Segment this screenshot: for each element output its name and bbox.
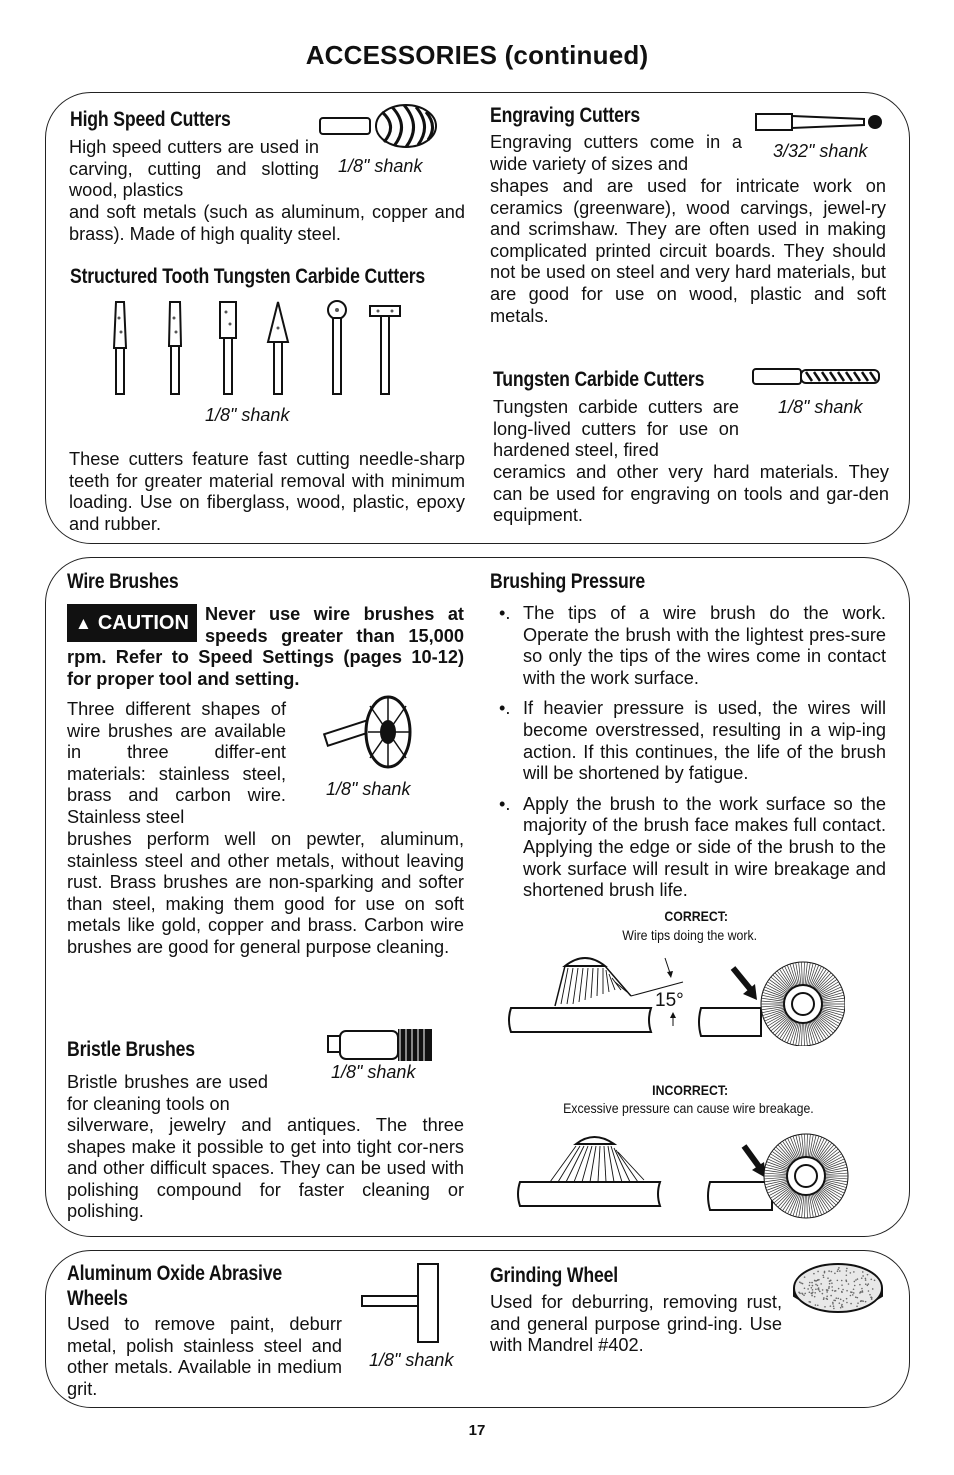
incorrect-title: INCORRECT: xyxy=(652,1082,729,1098)
tungsten-heading: Tungsten Carbide Cutters xyxy=(493,368,705,391)
structured-tooth-text: These cutters feature fast cutting needle-sharp teeth for greater material removal with minimum loading. Use on fiberglass, wood, plastic, epoxy and rubber. xyxy=(69,449,465,534)
aluminum-oxide-text: Used to remove paint, deburr metal, polish stainless steel and other metals. Available in medium grit. xyxy=(67,1314,342,1399)
grinding-wheel-heading: Grinding Wheel xyxy=(490,1264,618,1287)
high-speed-caption: 1/8" shank xyxy=(338,156,423,176)
tungsten-cutter-icon xyxy=(750,364,884,390)
correct-brushing-diagram xyxy=(505,946,845,1046)
high-speed-text-a: High speed cutters are used in carving, cutting and slotting wood, plastics xyxy=(69,137,319,201)
brushing-bullet-3 xyxy=(491,794,886,902)
correct-subtitle: Wire tips doing the work. xyxy=(622,927,758,943)
bullet-text: The tips of a wire brush do the work. Operate the brush with the lightest pres-sure so only the tips of the wires come in contact with the work surface. xyxy=(523,603,886,688)
caution-block xyxy=(67,604,464,690)
aluminum-oxide-caption: 1/8" shank xyxy=(369,1350,454,1370)
bristle-heading: Bristle Brushes xyxy=(67,1038,195,1061)
wire-brush-caption: 1/8" shank xyxy=(326,779,411,799)
engraving-caption: 3/32" shank xyxy=(773,141,868,161)
high-speed-text-b: and soft metals (such as aluminum, copper and brass). Made of high quality steel. xyxy=(69,202,465,244)
engraving-text-a: Engraving cutters come in a wide variety of sizes and xyxy=(490,132,742,174)
structured-tooth-heading: Structured Tooth Tungsten Carbide Cutters xyxy=(70,265,426,288)
engraving-heading-wrap xyxy=(490,104,669,128)
brushing-pressure-heading: Brushing Pressure xyxy=(490,570,645,593)
high-speed-cutter-icon xyxy=(318,102,440,152)
wire-brushes-text-a: Three different shapes of wire brushes are available in three differ-ent materials: stainless steel, brass and carbon wire. Stainless steel xyxy=(67,699,286,827)
bristle-text-a: Bristle brushes are used for cleaning tools on xyxy=(67,1072,268,1114)
engraving-heading: Engraving Cutters xyxy=(490,104,641,127)
angle-label: 15° xyxy=(655,990,684,1011)
warning-triangle-icon: ▲ xyxy=(75,614,92,633)
aluminum-oxide-heading-line2: Wheels xyxy=(67,1287,128,1310)
bristle-brush-icon xyxy=(322,1025,438,1067)
wire-brush-icon xyxy=(322,694,422,774)
abrasive-wheel-icon xyxy=(360,1262,444,1346)
grinding-wheel-icon xyxy=(790,1260,886,1322)
grinding-text: Used for deburring, removing rust, and general purpose grind-ing. Use with Mandrel #402. xyxy=(490,1292,782,1356)
structured-tooth-caption: 1/8" shank xyxy=(205,405,290,425)
brushing-pressure-heading-wrap xyxy=(490,570,675,594)
bullet-marker: •. xyxy=(499,603,511,623)
caution-text: Never use wire brushes at speeds greater than 15,000 rpm. Refer to Speed Settings (pages 10-12) for proper tool and setting. xyxy=(67,604,464,689)
tungsten-text-b: ceramics and other very hard materials. They can be used for engraving on tools and gar-den equipment. xyxy=(493,462,889,526)
structured-heading-wrap xyxy=(70,265,493,289)
incorrect-subtitle: Excessive pressure can cause wire breakage. xyxy=(563,1100,814,1116)
structured-tooth-cutters-icon xyxy=(108,298,408,400)
engraving-text-b: shapes and are used for intricate work on ceramics (greenware), wood carvings, jewel-ry and scrimshaw. They are often used in making complicated printed circuit boards. They should not be used on steel and very hard materials, but are good for use on wood, plastic and soft metals. xyxy=(490,176,886,326)
tungsten-text-a: Tungsten carbide cutters are long-lived cutters for use on hardened steel, fired xyxy=(493,397,739,461)
wire-brushes-heading: Wire Brushes xyxy=(67,570,179,593)
bristle-caption: 1/8" shank xyxy=(331,1062,416,1082)
aluminum-oxide-heading-wrap xyxy=(67,1262,323,1311)
high-speed-heading-wrap xyxy=(70,108,261,132)
caution-badge xyxy=(67,604,197,642)
bullet-marker: •. xyxy=(499,698,511,719)
bristle-text-b: silverware, jewelry and antiques. The three shapes make it possible to get into tight cor-ners and other difficult spaces. They can be used with polishing compound for faster cleaning or polishing. xyxy=(67,1115,464,1222)
tungsten-caption: 1/8" shank xyxy=(778,397,863,417)
high-speed-heading: High Speed Cutters xyxy=(70,108,231,131)
correct-title: CORRECT: xyxy=(664,908,729,924)
brushing-bullet-2 xyxy=(491,698,886,784)
wire-brushes-heading-wrap xyxy=(67,570,200,594)
incorrect-brushing-diagram xyxy=(510,1120,850,1220)
brushing-pressure-list xyxy=(491,603,886,911)
bullet-text: If heavier pressure is used, the wires will become overstressed, resulting in a wip-ing action. If this continues, the life of the brush will be shortened by fatigue. xyxy=(523,698,886,784)
page-title: ACCESSORIES (continued) xyxy=(305,40,649,70)
aluminum-oxide-heading-line1: Aluminum Oxide Abrasive xyxy=(67,1262,283,1285)
grinding-heading-wrap xyxy=(490,1264,642,1288)
page-number: 17 xyxy=(468,1422,486,1439)
tungsten-heading-wrap xyxy=(493,368,745,392)
bullet-text: Apply the brush to the work surface so the majority of the brush face makes full contact. Applying the edge or side of the brush to the work surface will result in wire breakage and shortened brush life. xyxy=(523,793,886,901)
caution-label: CAUTION xyxy=(97,612,189,634)
wire-brushes-text-b: brushes perform well on pewter, aluminum, stainless steel and other metals, without leaving rust. Brass brushes are non-sparking and softer than steel, making them good for use on soft metals like gold, copper and brass. Carbon wire brushes are good for general purpose cleaning. xyxy=(67,829,464,957)
bristle-heading-wrap xyxy=(67,1038,219,1062)
brushing-bullet-1 xyxy=(491,603,886,689)
bullet-marker: •. xyxy=(499,793,511,814)
engraving-cutter-icon xyxy=(752,108,888,136)
